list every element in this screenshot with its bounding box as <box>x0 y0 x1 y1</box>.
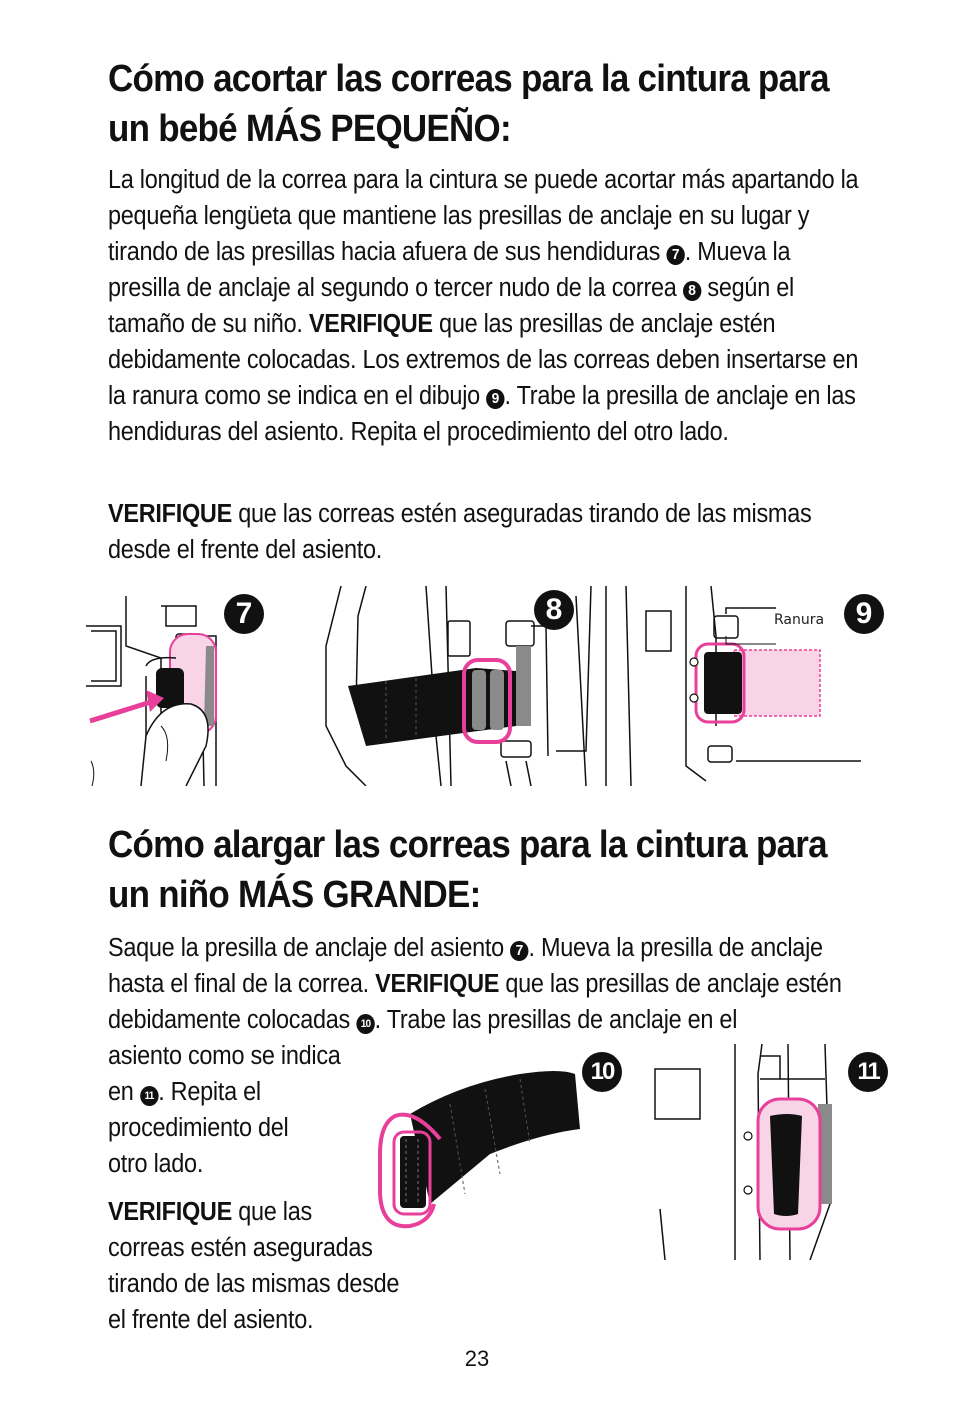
figure-9-number: 9 <box>844 594 884 634</box>
ranura-label: Ranura <box>774 612 825 628</box>
figure-10-number: 10 <box>582 1052 622 1092</box>
section1-title-line1: Cómo acortar las correas para la cintura para <box>108 58 829 100</box>
ref-8-icon: 8 <box>683 281 701 301</box>
section1-paragraph2: VERIFIQUE que las correas estén aseguradas tirando de las mismas desde el frente del asiento. <box>108 500 812 564</box>
figure-11-number: 11 <box>848 1052 888 1092</box>
ref-7-icon: 7 <box>510 941 528 961</box>
ref-7-icon: 7 <box>666 245 684 265</box>
figure-10-strap <box>410 1071 580 1204</box>
section1-paragraph1: La longitud de la correa para la cintura se puede acortar más apartando la pequeña lengüeta que mantiene las presillas de anclaje en su lugar y tirando de las presillas hacia afuera de sus hendiduras 7 . Mueva la presilla de anclaje al segundo o tercer nudo de la correa 8 según el tamaño de su niño. VERIFIQUE que las presillas de anclaje estén debidamente colocadas. Los extremos de las correas deben insertarse en la ranura como se indica en el dibujo 9 . Trabe la presilla de anclaje en las hendiduras del asiento. Repita el procedimiento del otro lado. <box>108 166 859 446</box>
section2-paragraph2: VERIFIQUE que las correas estén aseguradas tirando de las mismas desde el frente del asiento. <box>108 1198 400 1334</box>
figures-bottom-illustration <box>370 1044 890 1260</box>
ref-11-icon: 11 <box>140 1086 158 1106</box>
section1-title-line2: un bebé MÁS PEQUEÑO: <box>108 108 511 150</box>
ref-9-icon: 9 <box>486 389 504 409</box>
section2-paragraph1-continued: asiento como se indica en 11 . Repita el procedimiento del otro lado. <box>108 1042 341 1178</box>
ref-10-icon: 10 <box>356 1014 374 1034</box>
figures-bottom <box>370 1044 890 1260</box>
figure-7-number: 7 <box>224 594 264 634</box>
section2-paragraph1: Saque la presilla de anclaje del asiento 7 . Mueva la presilla de anclaje hasta el final de la correa. VERIFIQUE que las presillas de anclaje estén debidamente colocadas 10 . Trabe las presillas de anclaje en el <box>108 934 842 1034</box>
figure-8-number: 8 <box>534 590 574 630</box>
section2-title-line2: un niño MÁS GRANDE: <box>108 874 481 916</box>
section2-title <box>108 820 862 920</box>
section1-title <box>108 54 862 154</box>
page-number: 23 <box>464 1346 490 1371</box>
figures-top <box>86 586 873 786</box>
section2-title-line1: Cómo alargar las correas para la cintura para <box>108 824 827 866</box>
figures-top-illustration <box>86 586 866 786</box>
